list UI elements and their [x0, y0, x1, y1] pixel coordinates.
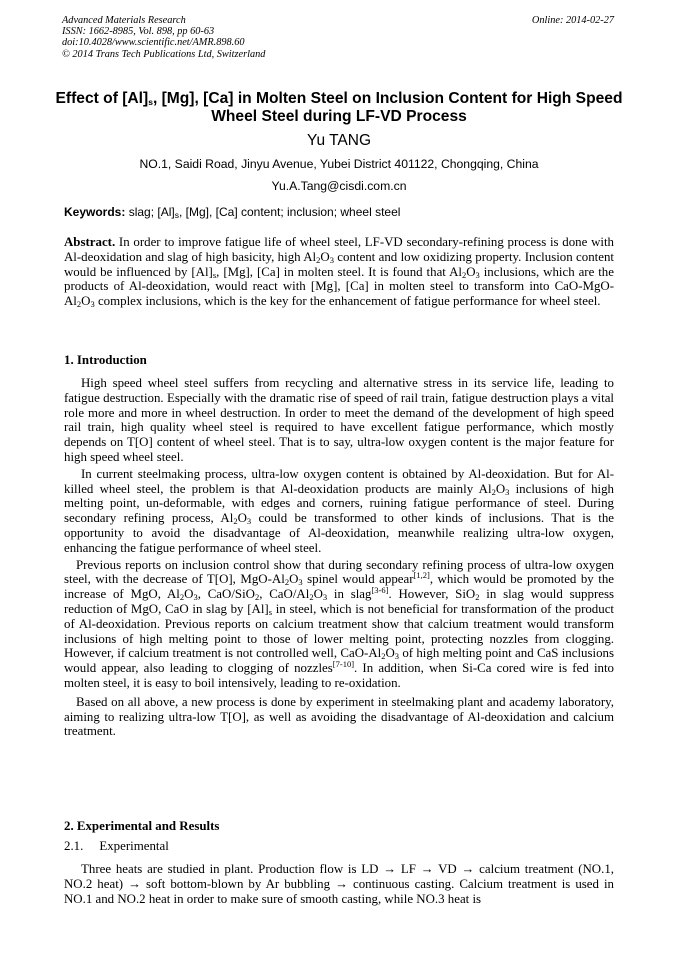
abstract: Abstract. In order to improve fatigue life of wheel steel, LF-VD secondary-refining process is done with Al-deoxidation and slag of high basicity, high $Al_2O_3$ content and low oxidizing property. Inclusion content would be influenced by $[Al]_s$, [Mg], [Ca] in molten steel. It is found that $Al_2O_3$ inclusions, which are the products of Al-deoxidation, would react with [Mg], [Ca] in molten steel to transform into CaO-$MgO-Al_2O_3$ complex inclusions, which is the key for the enhancement of fatigue performance for wheel steel. — [64, 235, 614, 310]
doi-line: doi:10.4028/www.scientific.net/AMR.898.60 — [62, 37, 245, 49]
paragraph: In current steelmaking process, ultra-low oxygen content is obtained by Al-deoxidation. But for Al-killed wheel steel, the problem is that Al-deoxidation products are mainly $Al_2O_3$ inclusions of high melting point, un-deformable, with edges and corners, ruining fatigue performance of steel. During secondary refining process, $Al_2O_3$ could be transformed to other kinds of inclusions. That is the opportunity to avoid the disadvantage of Al-deoxidation, meanwhile realizing ultra-low oxygen, enhancing the fatigue performance of wheel steel. — [64, 466, 614, 555]
subsection-number: 2.1. — [64, 839, 84, 853]
journal-header — [62, 15, 265, 60]
keywords: Keywords: slag; $[Al]_s$, [Mg], [Ca] content; inclusion; wheel steel — [64, 205, 401, 220]
keywords-label: Keywords: — [64, 205, 126, 219]
subsection-heading — [64, 839, 169, 854]
section-heading-introduction: 1. Introduction — [64, 353, 147, 367]
citation: [7-10] — [332, 659, 355, 670]
paragraph: Previous reports on inclusion control show that during secondary refining process of ultra-low oxygen steel, with the decrease of T[O], MgO-$Al_2O_3$ spinel would appear[1,2], which would be promoted by the increase of MgO, $Al_2O_3$, CaO/SiO$_2$, CaO/$Al_2O_3$ in slag[3-6]. However, SiO$_2$ in slag would suppress reduction of MgO, CaO in slag by $[Al]_s$ in steel, which is not beneficial for transformation of the product of Al-deoxidation. Previous reports on calcium treatment show that calcium treatment would transform inclusions of high melting point to those of lower melting point, protecting nozzles from clogging. However, if calcium treatment is not controlled well, CaO-$Al_2O_3$ of high melting point and CaS inclusions would appear, also leading to clogging of nozzles[7-10]. In addition, when Si-Ca cored wire is fed into molten steel, it is easy to boil intensively, leading to re-oxidation. — [64, 557, 615, 690]
experimental-body — [64, 862, 614, 906]
paragraph: Three heats are studied in plant. Production flow is LD → LF → VD → calcium treatment (NO.1, NO.2 heat) → soft bottom-blown by Ar bubbling → continuous casting. Calcium treatment is used in NO.1 and NO.2 heat in order to make sure of smooth casting, while NO.3 heat is — [64, 862, 614, 906]
abstract-label: Abstract. — [64, 235, 116, 249]
author-affiliation: NO.1, Saidi Road, Jinyu Avenue, Yubei District 401122, Chongqing, China — [139, 157, 539, 171]
subsection-title: Experimental — [99, 839, 169, 853]
paragraph: High speed wheel steel suffers from recycling and alternative stress in its service life, leading to fatigue destruction. Especially with the dramatic rise of speed of rail train, fatigue destruction plays a vital role more and more in wheel destruction. In order to meet the demand of the development of high speed rail train, high quality wheel steel is required to have excellent fatigue performance, which mostly depends on T[O] content of wheel steel. That is to say, ultra-low oxygen content is the major feature for high speed wheel steel. — [64, 376, 614, 464]
online-date: Online: 2014-02-27 — [531, 15, 614, 26]
citation: [1,2] — [413, 570, 430, 581]
section-heading-experimental: 2. Experimental and Results — [64, 819, 220, 833]
introduction-body — [64, 376, 614, 739]
paragraph: Based on all above, a new process is done by experiment in steelmaking plant and academy laboratory, aiming to realizing ultra-low T[O], as well as avoiding the disadvantage of Al-deoxidation and calcium treatment. — [64, 694, 614, 739]
journal-name: Advanced Materials Research — [62, 15, 186, 26]
citation: [3-6] — [371, 585, 389, 596]
paper-title: Effect of $[Al]_s$, [Mg], [Ca] in Molten Steel on Inclusion Content for High Speed Wheel Steel during LF-VD Process — [55, 90, 623, 125]
copyright-line: © 2014 Trans Tech Publications Ltd, Switzerland — [62, 48, 266, 60]
issn-line: ISSN: 1662-8985, Vol. 898, pp 60-63 — [62, 26, 215, 38]
author-name: Yu TANG — [306, 132, 372, 149]
author-email: Yu.A.Tang@cisdi.com.cn — [271, 179, 407, 193]
